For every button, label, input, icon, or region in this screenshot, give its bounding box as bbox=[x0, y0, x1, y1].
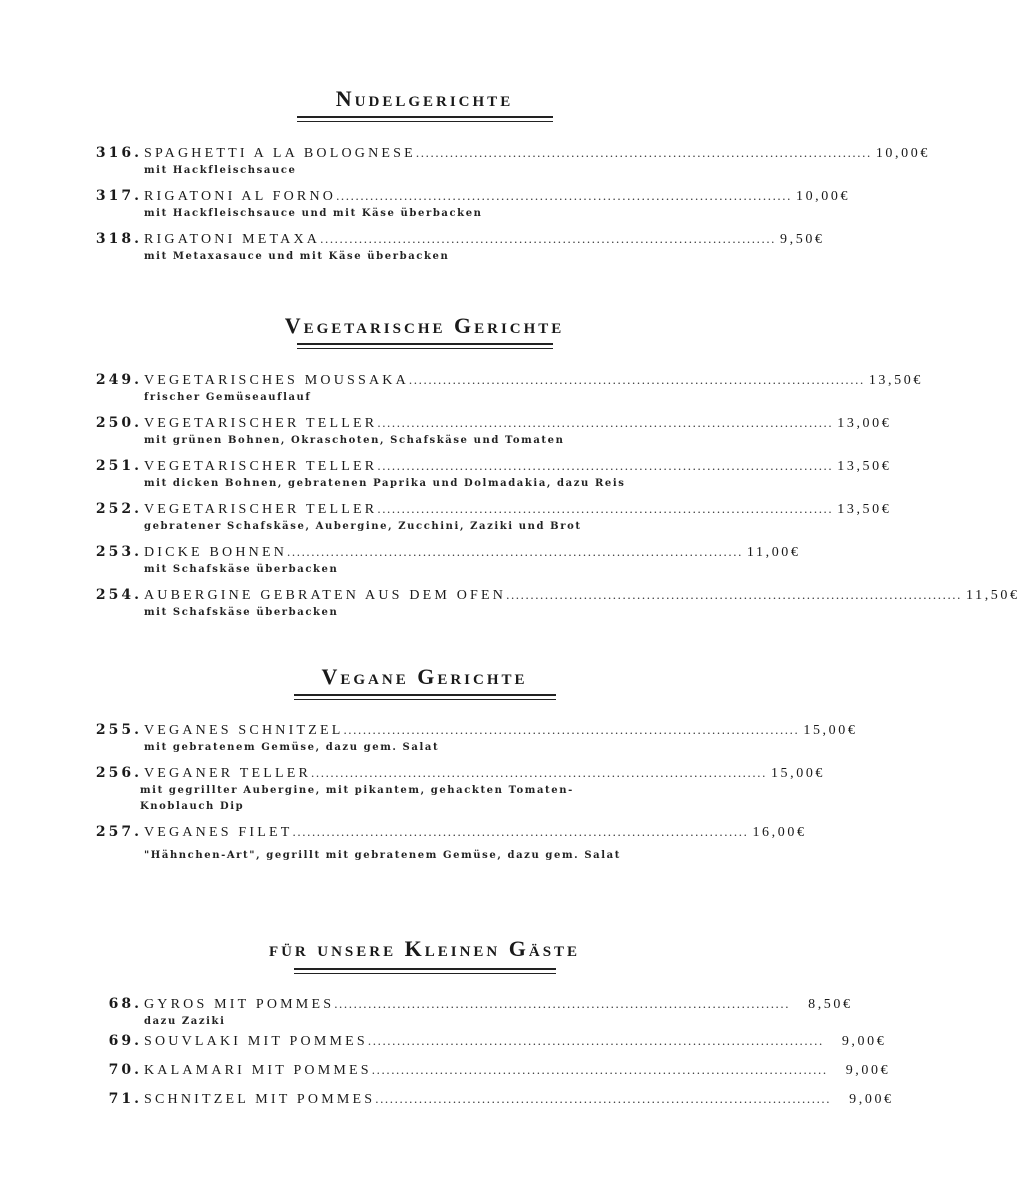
section-vegane-gerichte bbox=[0, 664, 858, 861]
item-number: 68. bbox=[108, 996, 142, 1012]
menu-item bbox=[88, 822, 807, 881]
section-title: für unsere Kleinen Gäste bbox=[268, 936, 581, 961]
item-number: 70. bbox=[108, 1062, 142, 1078]
item-price: 16,00€ bbox=[752, 825, 807, 840]
dot-leader: .............................................................................................. bbox=[377, 458, 834, 473]
menu-item bbox=[88, 499, 892, 542]
item-price: 13,50€ bbox=[837, 502, 892, 517]
menu-item bbox=[88, 1031, 887, 1060]
item-number: 318. bbox=[95, 231, 142, 247]
dot-leader: .............................................................................................. bbox=[287, 544, 743, 559]
item-description: mit gebratenem Gemüse, dazu gem. Salat bbox=[144, 742, 440, 753]
item-description: gebratener Schafskäse, Aubergine, Zucchini, Zaziki und Brot bbox=[144, 521, 582, 532]
item-price: 13,50€ bbox=[837, 459, 892, 474]
item-number: 251. bbox=[95, 458, 142, 474]
item-description: frischer Gemüseauflauf bbox=[144, 392, 312, 403]
item-name: VEGANES FILET bbox=[144, 825, 293, 840]
item-price: 10,00€ bbox=[795, 189, 851, 204]
item-description: dazu Zaziki bbox=[144, 1016, 226, 1027]
item-name: GYROS MIT POMMES bbox=[144, 997, 335, 1012]
item-name: SPAGHETTI A LA BOLOGNESE bbox=[144, 146, 416, 161]
item-description: mit Hackfleischsauce und mit Käse überbacken bbox=[144, 208, 483, 219]
item-name: VEGETARISCHER TELLER bbox=[144, 416, 378, 431]
item-name: SOUVLAKI MIT POMMES bbox=[144, 1034, 368, 1049]
title-underline bbox=[294, 968, 556, 974]
item-price: 8,50€ bbox=[808, 997, 853, 1012]
item-price: 13,00€ bbox=[837, 416, 892, 431]
dot-leader: .............................................................................................. bbox=[415, 145, 872, 160]
dot-leader: .............................................................................................. bbox=[367, 1033, 824, 1048]
item-name: VEGETARISCHES MOUSSAKA bbox=[144, 373, 409, 388]
item-number: 316. bbox=[95, 145, 142, 161]
menu-item bbox=[88, 1060, 891, 1089]
menu-item bbox=[88, 994, 853, 1031]
item-number: 252. bbox=[95, 501, 142, 517]
menu-item bbox=[88, 413, 892, 456]
menu-item bbox=[88, 143, 930, 186]
item-name: VEGANER TELLER bbox=[144, 766, 312, 781]
title-underline bbox=[297, 116, 553, 122]
item-price: 13,50€ bbox=[868, 373, 923, 388]
dot-leader: .............................................................................................. bbox=[336, 188, 792, 203]
title-underline bbox=[297, 343, 553, 349]
menu-item bbox=[88, 229, 825, 272]
section-vegetarische-gerichte bbox=[0, 313, 1020, 618]
item-name: RIGATONI AL FORNO bbox=[144, 189, 337, 204]
title-underline bbox=[294, 694, 556, 700]
menu-item bbox=[88, 370, 923, 413]
item-price: 11,50€ bbox=[966, 588, 1020, 603]
dot-leader: .............................................................................................. bbox=[371, 1062, 828, 1077]
dot-leader: .............................................................................................. bbox=[377, 501, 834, 516]
menu-item bbox=[88, 186, 851, 229]
dot-leader: .............................................................................................. bbox=[408, 372, 865, 387]
item-name: SCHNITZEL MIT POMMES bbox=[144, 1092, 376, 1107]
item-number: 256. bbox=[95, 765, 142, 781]
item-price: 9,00€ bbox=[849, 1092, 894, 1107]
item-name: VEGANES SCHNITZEL bbox=[144, 723, 344, 738]
dot-leader: .............................................................................................. bbox=[506, 587, 963, 602]
section-nudelgerichte bbox=[0, 86, 930, 262]
dot-leader: .............................................................................................. bbox=[377, 415, 834, 430]
item-name: DICKE BOHNEN bbox=[144, 545, 288, 560]
item-price: 15,00€ bbox=[803, 723, 858, 738]
item-description: mit grünen Bohnen, Okraschoten, Schafskäse und Tomaten bbox=[144, 435, 565, 446]
menu-item bbox=[88, 763, 826, 822]
dot-leader: .............................................................................................. bbox=[334, 996, 791, 1011]
item-name: VEGETARISCHER TELLER bbox=[144, 502, 378, 517]
item-description: mit dicken Bohnen, gebratenen Paprika und Dolmadakia, dazu Reis bbox=[144, 478, 626, 489]
item-name: KALAMARI MIT POMMES bbox=[144, 1063, 372, 1078]
item-description: mit Schafskäse überbacken bbox=[144, 607, 339, 618]
item-number: 71. bbox=[108, 1091, 142, 1107]
item-number: 253. bbox=[95, 544, 142, 560]
item-number: 254. bbox=[95, 587, 142, 603]
item-price: 11,00€ bbox=[746, 545, 801, 560]
item-number: 257. bbox=[95, 824, 142, 840]
section-title: Vegetarische Gerichte bbox=[284, 313, 565, 338]
item-price: 15,00€ bbox=[770, 766, 826, 781]
dot-leader: .............................................................................................. bbox=[343, 722, 800, 737]
menu-item bbox=[88, 720, 858, 763]
item-price: 9,00€ bbox=[845, 1063, 891, 1078]
dot-leader: .............................................................................................. bbox=[320, 231, 777, 246]
dot-leader: .............................................................................................. bbox=[375, 1091, 832, 1106]
item-number: 69. bbox=[108, 1033, 142, 1049]
item-description: mit Metaxasauce und mit Käse überbacken bbox=[144, 251, 450, 262]
item-price: 10,00€ bbox=[875, 146, 930, 161]
item-name: RIGATONI METAXA bbox=[144, 232, 321, 247]
section-kleine-gaeste bbox=[0, 936, 894, 1107]
item-description: mit Hackfleischsauce bbox=[144, 165, 297, 176]
menu-item bbox=[88, 456, 892, 499]
item-number: 317. bbox=[95, 188, 142, 204]
item-name: VEGETARISCHER TELLER bbox=[144, 459, 378, 474]
menu-item bbox=[88, 1089, 894, 1118]
item-name: AUBERGINE GEBRATEN AUS DEM OFEN bbox=[144, 588, 507, 603]
section-title: Vegane Gerichte bbox=[321, 664, 528, 689]
dot-leader: .............................................................................................. bbox=[311, 765, 767, 780]
item-description: mit gegrillter Aubergine, mit pikantem, gehackten Tomaten-Knoblauch Dip bbox=[140, 785, 574, 812]
item-number: 250. bbox=[95, 415, 142, 431]
dot-leader: .............................................................................................. bbox=[292, 824, 749, 839]
item-price: 9,50€ bbox=[780, 232, 825, 247]
item-description: mit Schafskäse überbacken bbox=[144, 564, 339, 575]
item-number: 249. bbox=[95, 372, 142, 388]
menu-item bbox=[88, 585, 1020, 628]
section-title: Nudelgerichte bbox=[335, 86, 514, 111]
item-number: 255. bbox=[95, 722, 142, 738]
item-price: 9,00€ bbox=[841, 1034, 887, 1049]
menu-item bbox=[88, 542, 801, 585]
item-description: "Hähnchen-Art", gegrillt mit gebratenem Gemüse, dazu gem. Salat bbox=[144, 850, 621, 861]
